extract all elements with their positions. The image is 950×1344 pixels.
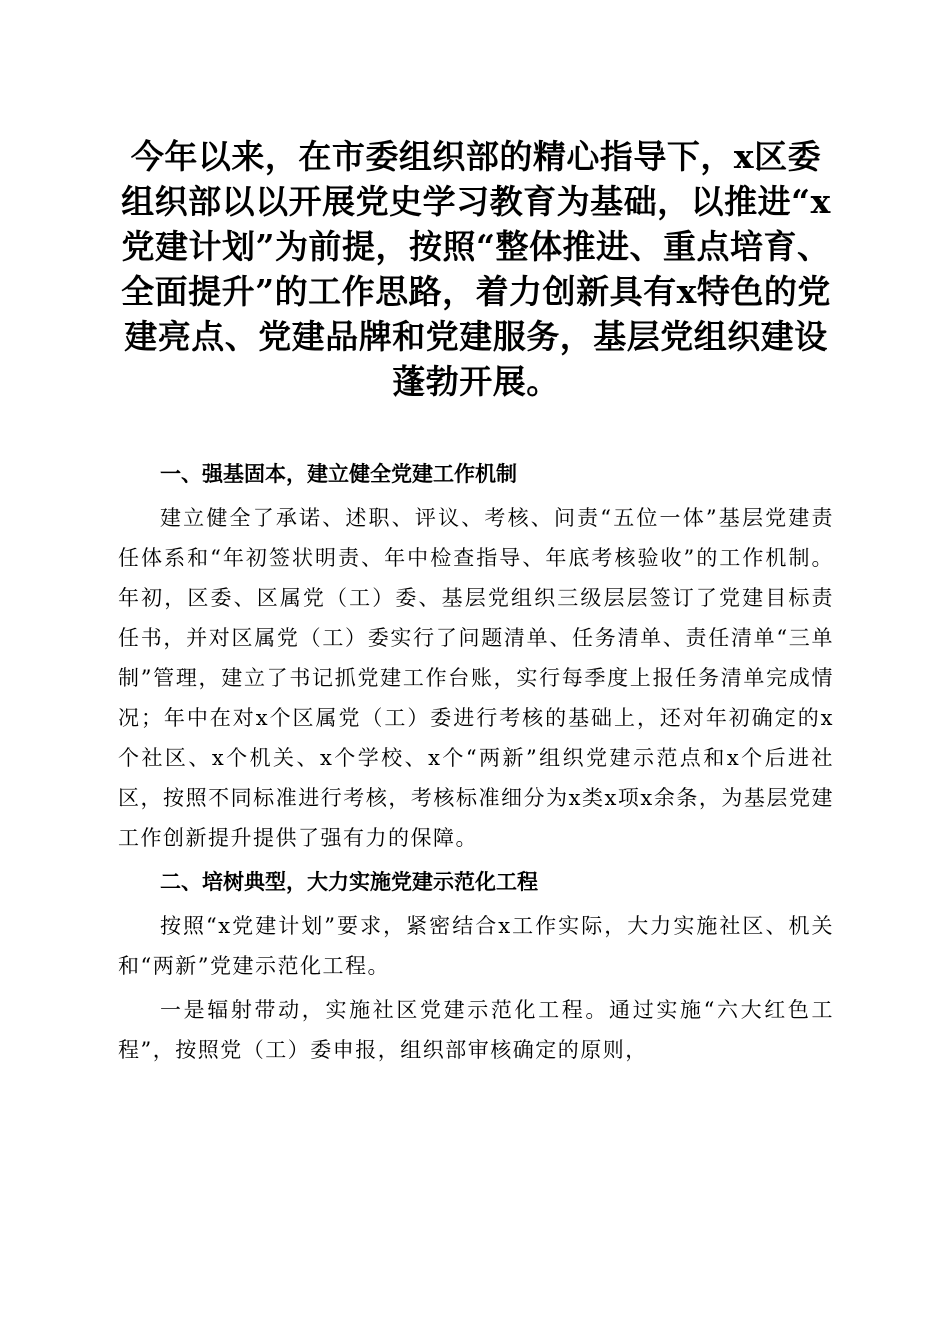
document-body [118,454,834,1070]
section-heading: 一、强基固本，建立健全党建工作机制 [160,462,517,486]
document-title: 今年以来，在市委组织部的精心指导下，x区委组织部以以开展党史学习教育为基础，以推进“x党建计划”为前提，按照“整体推进、重点培育、全面提升”的工作思路，着力创新具有x特色的党建亮点、党建品牌和党建服务，基层党组织建设蓬勃开展。 [121,137,831,401]
section-heading: 二、培树典型，大力实施党建示范化工程 [160,870,538,894]
section-paragraph: 建立健全了承诺、述职、评议、考核、问责“五位一体”基层党建责任体系和“年初签状明责、年中检查指导、年底考核验收”的工作机制。年初，区委、区属党（工）委、基层党组织三级层层签订了党建目标责任书，并对区属党（工）委实行了问题清单、任务清单、责任清单“三单制”管理，建立了书记抓党建工作台账，实行每季度上报任务清单完成情况；年中在对x个区属党（工）委进行考核的基础上，还对年初确定的x个社区、x个机关、x个学校、x个“两新”组织党建示范点和x个后进社区，按照不同标准进行考核，考核标准细分为x类x项x余条，为基层党建工作创新提升提供了强有力的保障。 [118,506,834,850]
section-paragraph: 一是辐射带动，实施社区党建示范化工程。通过实施“六大红色工程”，按照党（工）委申报，组织部审核确定的原则， [118,998,834,1062]
section-paragraph: 按照“x党建计划”要求，紧密结合x工作实际，大力实施社区、机关和“两新”党建示范化工程。 [118,914,834,978]
